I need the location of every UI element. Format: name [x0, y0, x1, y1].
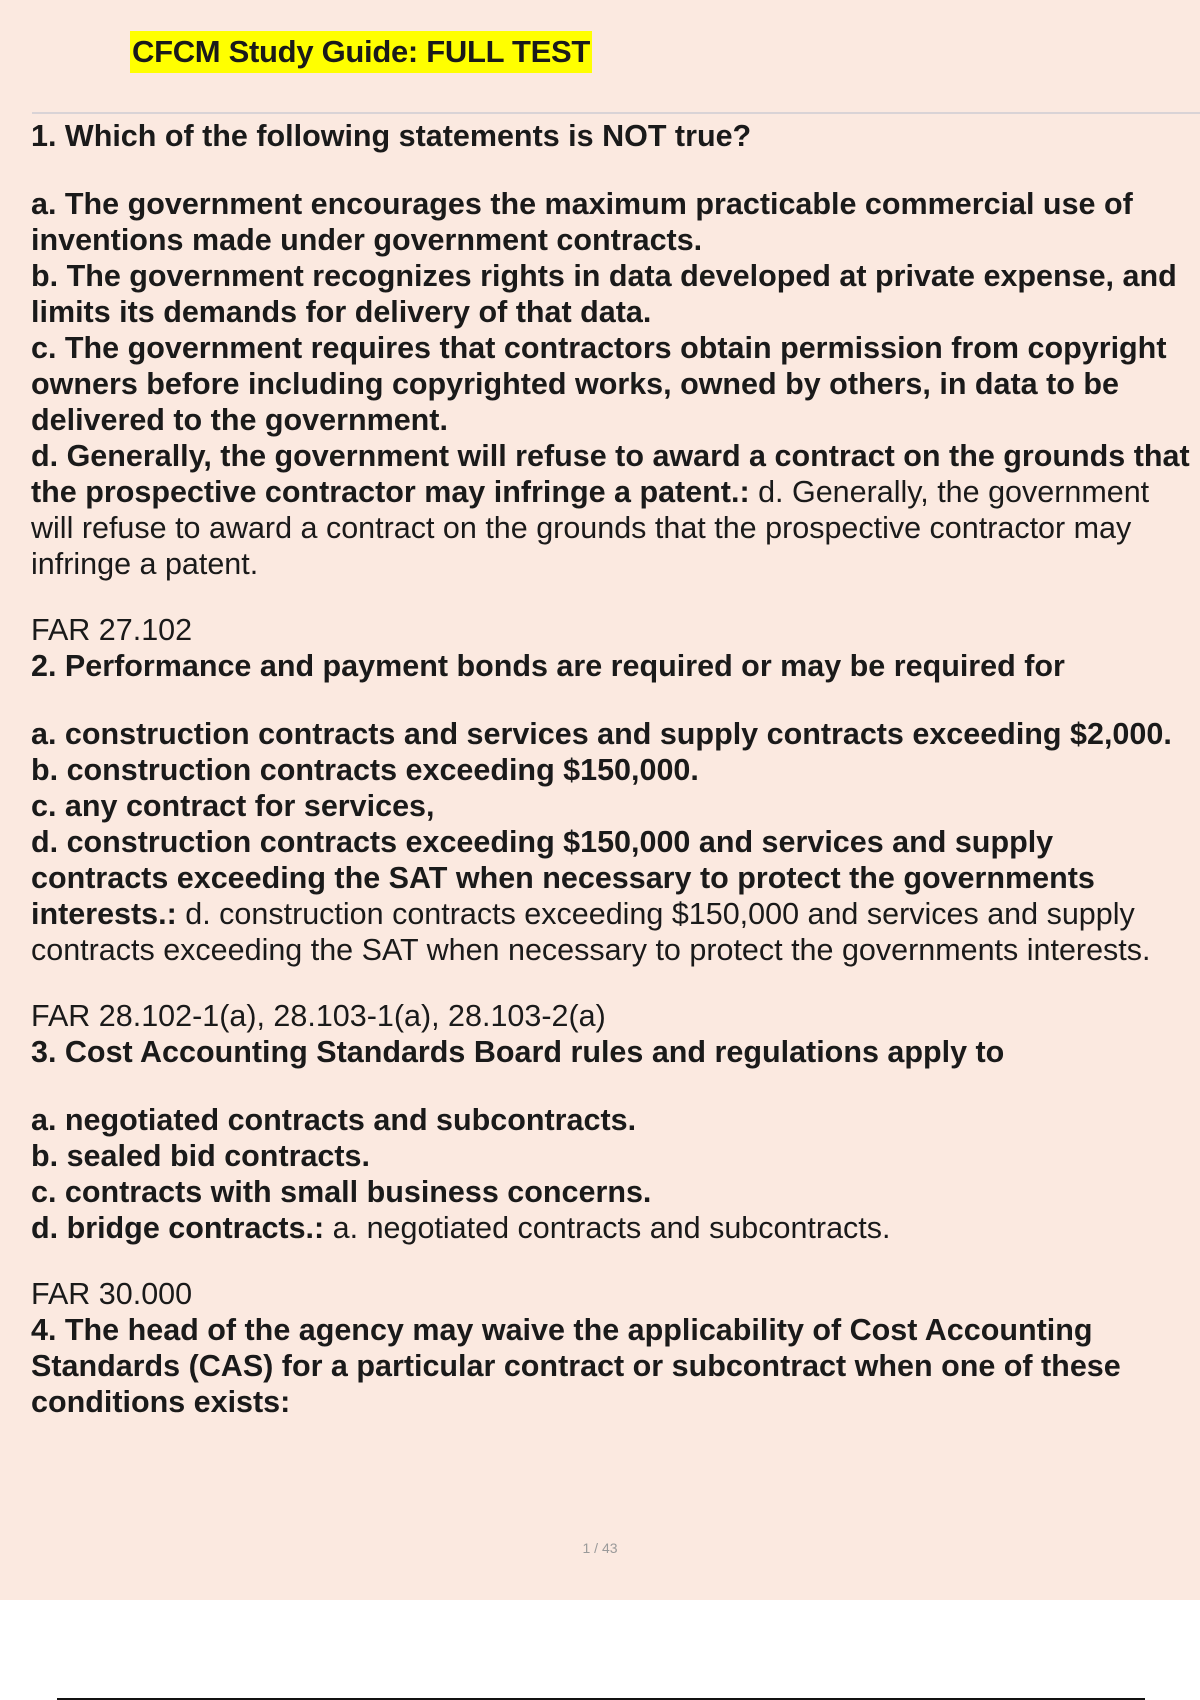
answer-text: d. Generally, the government will refuse to award a contract on the grounds that the prospective contractor may infringe a patent. [31, 475, 1150, 581]
option-c: c. The government requires that contractors obtain permission from copyright owners before including copyrighted works, owned by others, in data to be delivered to the government. [31, 331, 1167, 437]
question-prompt: 3. Cost Accounting Standards Board rules and regulations apply to [31, 1035, 1005, 1069]
option-b: b. The government recognizes rights in data developed at private expense, and limits its demands for delivery of that data. [31, 259, 1177, 329]
option-a: a. negotiated contracts and subcontracts. [31, 1103, 637, 1137]
question-prompt: 1. Which of the following statements is NOT true? [31, 119, 752, 153]
answer-text: a. negotiated contracts and subcontracts. [324, 1211, 891, 1245]
option-b: b. sealed bid contracts. [31, 1139, 370, 1173]
option-d: d. bridge contracts.: [31, 1211, 325, 1245]
option-b: b. construction contracts exceeding $150,000. [31, 753, 699, 787]
document-title: CFCM Study Guide: FULL TEST [130, 31, 592, 73]
far-reference: FAR 28.102-1(a), 28.103-1(a), 28.103-2(a) [31, 999, 606, 1033]
question-list [31, 118, 1196, 1420]
question-4 [31, 1312, 1196, 1420]
question-3 [31, 1034, 1196, 1312]
header-divider [32, 112, 1200, 114]
option-d-with-answer [31, 1210, 1196, 1246]
option-c: c. contracts with small business concerns. [31, 1175, 652, 1209]
option-a: a. construction contracts and services and supply contracts exceeding $2,000. [31, 717, 1172, 751]
option-a: a. The government encourages the maximum practicable commercial use of inventions made under government contracts. [31, 187, 1133, 257]
far-reference: FAR 27.102 [31, 613, 193, 647]
question-prompt: 4. The head of the agency may waive the applicability of Cost Accounting Standards (CAS) for a particular contract or subcontract when one of these conditions exists: [31, 1313, 1121, 1419]
option-d: d. Generally, the government will refuse to award a contract on the grounds that the prospective contractor may infringe a patent.: [31, 439, 1190, 509]
option-d-with-answer [31, 824, 1196, 968]
option-d-with-answer [31, 438, 1196, 582]
question-1 [31, 118, 1196, 648]
page-indicator: 1 / 43 [582, 1540, 618, 1556]
question-prompt: 2. Performance and payment bonds are required or may be required for [31, 649, 1065, 683]
far-reference: FAR 30.000 [31, 1277, 193, 1311]
option-d: d. construction contracts exceeding $150,000 and services and supply contracts exceeding the SAT when necessary to protect the governments interests.: [31, 825, 1095, 931]
question-2 [31, 648, 1196, 1034]
answer-text: d. construction contracts exceeding $150,000 and services and supply contracts exceeding the SAT when necessary to protect the governments interests. [31, 897, 1151, 967]
option-c: c. any contract for services, [31, 789, 435, 823]
